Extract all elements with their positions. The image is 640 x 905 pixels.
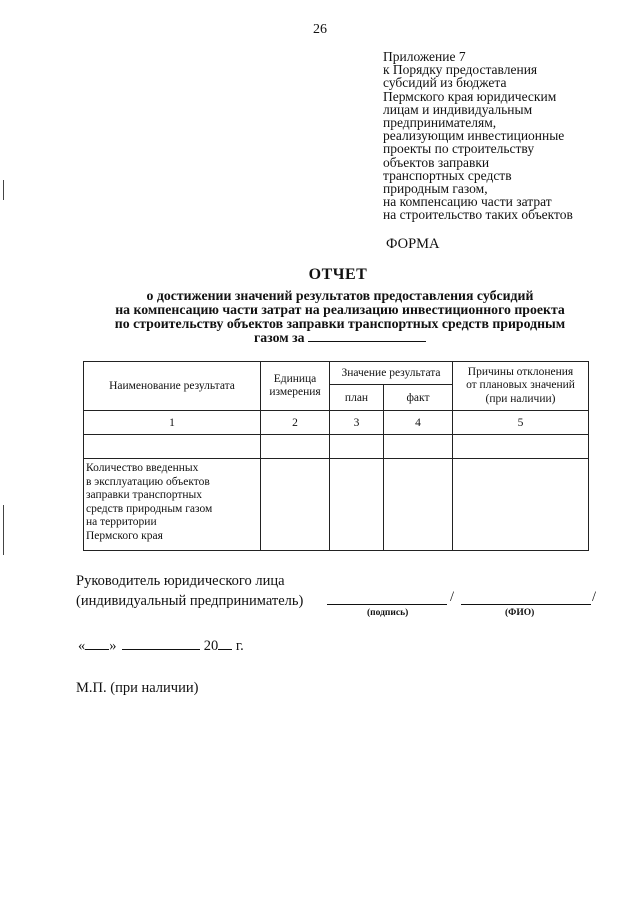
result-name-line: Количество введенных [86,462,199,474]
stamp-note: М.П. (при наличии) [76,680,199,696]
column-number: 5 [453,411,589,435]
result-name-line: средств природным газом [86,502,213,515]
result-name-line: на территории [86,516,157,528]
column-number: 4 [384,411,453,435]
date-open-quote: « [78,638,86,654]
full-name-caption: (ФИО) [505,608,535,618]
fact-cell[interactable] [384,459,453,551]
date-line [78,638,244,655]
results-table [83,361,589,551]
column-number: 2 [261,411,330,435]
result-name-line: заправки транспортных [86,489,202,501]
appendix-line: предпринимателям, [383,115,497,131]
header-fact: факт [384,385,453,411]
subtitle-period-label: газом за [253,330,305,345]
subtitle-line: по строительству объектов заправки транспортных средств природным [114,316,566,331]
appendix-line: реализующим инвестиционные [383,128,565,144]
column-number: 3 [330,411,384,435]
empty-cell[interactable] [84,435,261,459]
signature-block [76,571,303,611]
subtitle-line: о достижении значений результатов предоставления субсидий [146,288,534,303]
date-close-quote: » [109,638,117,654]
form-label: ФОРМА [386,236,440,252]
header-unit-line: измерения [269,386,321,398]
period-blank[interactable] [308,341,426,342]
slash-separator: / [592,589,597,605]
header-reasons [453,362,589,411]
header-value-group: Значение результата [330,362,453,385]
appendix-line: на компенсацию части затрат [383,194,552,210]
appendix-line: проекты по строительству [383,141,535,157]
header-reasons-line: Причины отклонения [467,365,574,378]
appendix-line: объектов заправки [383,154,490,170]
report-title: ОТЧЕТ [308,266,368,283]
empty-cell[interactable] [453,435,589,459]
appendix-line: природным газом, [383,181,488,197]
appendix-line: Приложение 7 [383,49,466,64]
result-name-line: в эксплуатацию объектов [86,475,210,488]
appendix-line: лицам и индивидуальным [383,101,533,117]
signature-title-line: Руководитель юридического лица [76,573,285,589]
plan-cell[interactable] [330,459,384,551]
empty-cell[interactable] [330,435,384,459]
year-prefix: 20 [203,638,219,654]
subtitle-line: на компенсацию части затрат на реализацию инвестиционного проекта [115,302,565,317]
scan-edge-mark [3,180,4,200]
full-name-line[interactable] [461,604,591,605]
appendix-line: к Порядку предоставления [383,62,538,78]
column-number: 1 [84,411,261,435]
reasons-cell[interactable] [453,459,589,551]
empty-cell[interactable] [261,435,330,459]
signature-caption: (подпись) [367,608,409,618]
header-unit-line: Единица [273,373,317,385]
month-blank[interactable] [122,649,200,650]
appendix-line: субсидий из бюджета [383,75,507,91]
day-blank[interactable] [85,649,109,650]
report-subtitle [50,289,630,345]
subtitle-last-line [50,331,630,345]
appendix-block [383,50,573,222]
appendix-line: Пермского края юридическим [383,88,557,104]
year-suffix: г. [235,638,244,654]
result-name-line: Пермского края [86,529,163,542]
appendix-line: транспортных средств [383,167,512,183]
header-result-name: Наименование результата [84,362,261,411]
header-unit [261,362,330,411]
empty-cell[interactable] [384,435,453,459]
header-plan: план [330,385,384,411]
page-number: 26 [313,22,327,37]
appendix-line: на строительство таких объектов [383,207,573,223]
scan-edge-mark [3,505,4,555]
header-reasons-line: (при наличии) [485,392,556,405]
signature-line[interactable] [327,604,447,605]
signature-title-line: (индивидуальный предприниматель) [76,593,304,609]
slash-separator: / [450,589,455,605]
year-blank[interactable] [218,649,232,650]
unit-cell[interactable] [261,459,330,551]
result-name-cell [84,459,261,551]
header-reasons-line: от плановых значений [466,379,575,392]
